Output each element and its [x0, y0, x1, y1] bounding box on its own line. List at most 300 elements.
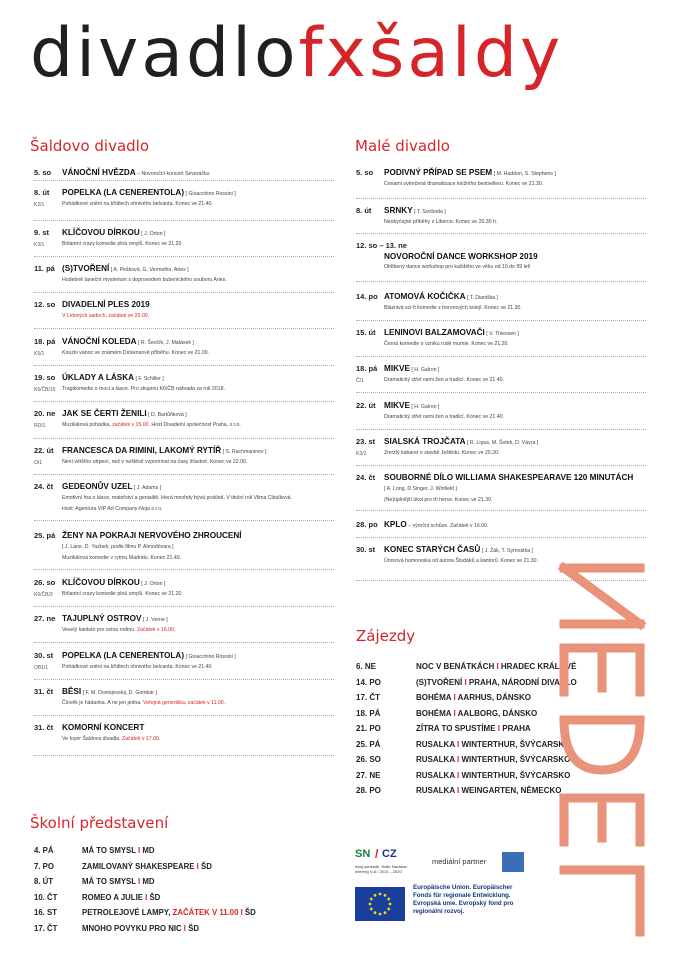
event-date: 30. st	[356, 545, 376, 554]
trip-place: WINTERTHUR, ŠVÝCARSKO	[461, 739, 571, 749]
trip-place: AALBORG, DÁNSKO	[457, 708, 538, 718]
event-description	[384, 305, 522, 311]
event-title-text: SOUBORNÉ DÍLO WILLIAMA SHAKESPEARAVE 120 MINUTÁCH	[384, 473, 634, 482]
event-description-text: Člověk je hádanka. A ne jen jedna.	[62, 700, 144, 706]
event-description	[384, 558, 538, 564]
event-description	[62, 664, 213, 670]
school-start: ZAČÁTEK V 11.00	[170, 908, 239, 917]
media-partner-logo	[502, 852, 524, 872]
event-highlight: Veřejná generálka, začátek v 11.00.	[143, 700, 226, 706]
event-description-2: Host: Agentura VIP Art Company-Noja s.r.o.	[62, 506, 163, 512]
trip-separator: I	[462, 677, 469, 687]
event-description-text: Brilantní crazy komedie plná omylů. Konec ve 21.20	[62, 591, 182, 597]
event-description	[384, 264, 531, 270]
trip-place: WINTERTHUR, ŠVÝCARSKO	[461, 770, 571, 780]
school-venue: ŠD	[244, 908, 256, 917]
school-show: PETROLEJOVÉ LAMPY,	[82, 908, 171, 917]
separator	[34, 569, 334, 570]
event-title	[384, 252, 538, 261]
event-title	[384, 168, 556, 177]
event-code: O/1	[34, 460, 43, 466]
event-title-text: VÁNOČNÍ HVĚZDA	[62, 168, 136, 177]
event-description	[62, 627, 175, 633]
event-description	[62, 277, 227, 283]
sncz-logo	[355, 848, 415, 882]
school-date: 4. PÁ	[34, 846, 54, 855]
separator	[356, 392, 646, 393]
event-title	[384, 401, 439, 410]
event-description-text: Únorová humoreska od autora Študáků a kantorů. Konec ve 21.30.	[384, 558, 538, 564]
trip-date: 25. PÁ	[356, 739, 381, 749]
event-description	[384, 181, 543, 187]
event-title	[384, 473, 633, 482]
event-description-text: Ve foyer Šaldova divadla.	[62, 736, 122, 742]
event-title	[62, 188, 236, 197]
right-section-title: Malé divadlo	[355, 137, 450, 155]
trip-title	[416, 693, 531, 702]
event-date: 30. st	[34, 651, 54, 660]
letter-e2	[564, 798, 640, 842]
trip-place: HRADEC KRÁLOVÉ	[500, 662, 577, 671]
event-title	[62, 482, 161, 491]
event-description-text: Emotivní hra o lásce, mateřství a genialitě, která mnohdy bývá prokletí. V titulní roli Vilma Cibulková.	[62, 495, 292, 501]
school-separator: I	[181, 923, 189, 933]
trip-show: RUSALKA	[416, 786, 455, 795]
event-title	[62, 446, 266, 455]
event-title-text: NOVOROČNÍ DANCE WORKSHOP 2019	[384, 252, 538, 261]
school-date: 8. ÚT	[34, 877, 54, 886]
trip-title	[416, 678, 577, 687]
event-date: 20. ne	[34, 409, 56, 418]
trip-title	[416, 755, 570, 764]
event-date: 22. út	[356, 401, 376, 410]
letter-l	[564, 870, 640, 932]
event-author: [ A. Pešková, G. Vermelho, Aries ]	[109, 267, 189, 273]
event-author: [ J. Orton ]	[139, 231, 166, 237]
event-title	[384, 520, 488, 529]
event-author: [ T. Dianiška ]	[465, 295, 499, 301]
event-date: 9. st	[34, 228, 50, 237]
event-description	[62, 459, 247, 465]
event-description	[384, 450, 499, 456]
trip-title	[416, 662, 576, 671]
separator	[34, 606, 334, 607]
event-title-text: KLÍČOVOU DÍRKOU	[62, 578, 140, 587]
skolni-title: Školní představení	[30, 814, 169, 832]
trip-separator: I	[495, 724, 503, 733]
school-show: MÁ TO SMYSL	[82, 877, 136, 886]
event-description-text: Černá komedie o vzniku rudé mumie. Konec ve 21.20.	[384, 341, 509, 347]
event-author: – výroční schůze.	[406, 523, 450, 529]
event-author: [ V. Thiessen ]	[484, 331, 519, 337]
trip-date: 21. PO	[356, 724, 381, 733]
event-description-text: Pohádkové snění na křídlech ohnivého belcanta. Konec ve 21.40.	[62, 664, 213, 670]
separator	[34, 679, 334, 680]
event-title	[384, 328, 519, 337]
event-title-text: MIKVE	[384, 401, 410, 410]
event-author: [ Gioacchino Rossini ]	[184, 654, 236, 660]
trip-title	[416, 740, 570, 749]
event-description-text: Zmrzlý kabaret o stavbě Ještědu. Konec ve 20.30.	[384, 450, 500, 456]
event-description	[62, 700, 225, 706]
school-title	[82, 924, 199, 933]
trip-date: 18. PÁ	[356, 708, 381, 718]
event-date: 11. pá	[34, 264, 55, 273]
school-venue: ŠD	[188, 923, 199, 933]
event-title	[384, 206, 446, 215]
sncz-slash: /	[375, 847, 379, 861]
separator	[356, 537, 646, 538]
school-venue: MD	[142, 846, 155, 855]
event-description	[62, 422, 241, 428]
event-title	[62, 300, 150, 309]
school-separator: I	[238, 908, 245, 917]
event-author: [ F. Schiller ]	[134, 376, 164, 382]
separator	[34, 438, 334, 439]
event-author: [ J. Žák, T. Syrovátka ]	[480, 548, 533, 554]
school-date: 7. PO	[34, 861, 54, 871]
letter-n	[564, 568, 640, 624]
school-show: ZAMILOVANÝ SHAKESPEARE	[82, 861, 195, 871]
event-title-text: BĚSI	[62, 687, 82, 696]
school-separator: I	[142, 892, 150, 902]
media-partner-label: mediální partner	[432, 857, 487, 866]
school-title	[82, 877, 155, 886]
event-title	[384, 364, 439, 373]
trip-date: 27. NE	[356, 770, 381, 780]
separator	[356, 320, 646, 321]
event-description	[62, 313, 149, 319]
event-description	[62, 350, 209, 356]
eu-text-4: regionální rozvoj.	[413, 908, 465, 915]
event-author: [ J. Verne ]	[141, 617, 168, 623]
event-date: 5. so	[356, 168, 374, 177]
event-description-text: Dramatický střet osmi žen a tradicí. Konec ve 21.40.	[384, 377, 504, 383]
month-text: LEDEN	[556, 560, 560, 561]
event-title-text: KLÍČOVOU DÍRKOU	[62, 228, 140, 237]
event-date: 12. so – 13. ne	[356, 241, 407, 250]
eu-flag	[355, 887, 405, 921]
trip-show: BOHÉMA	[416, 693, 452, 702]
event-date: 31. čt	[34, 723, 54, 732]
eu-stars-icon	[355, 887, 405, 921]
trip-show: ZÍTRA TO SPUSTÍME	[416, 724, 496, 733]
event-date: 18. pá	[356, 364, 378, 373]
event-description	[62, 736, 160, 742]
event-description	[384, 219, 497, 225]
trip-show: BOHÉMA	[416, 708, 452, 718]
trip-place: PRAHA, NÁRODNÍ DIVADLO	[468, 677, 577, 687]
event-title	[62, 651, 236, 660]
zajezdy-title: Zájezdy	[356, 627, 416, 645]
separator	[34, 256, 334, 257]
sncz-caption-2: Interreg V-A / 2014 – 2020	[355, 869, 402, 874]
eu-text-1: Europäische Union. Europäischer	[413, 884, 513, 891]
eu-text-2: Fonds für regionale Entwicklung.	[413, 892, 511, 899]
trip-date: 17. ČT	[356, 693, 381, 702]
school-venue: ŠD	[149, 892, 161, 902]
event-code: K2/1	[34, 202, 45, 208]
school-title	[82, 908, 256, 917]
event-date: 8. út	[34, 188, 50, 197]
event-title	[62, 337, 194, 346]
event-code: OB1/1	[34, 665, 49, 671]
event-author-note: Začátek v 16.00.	[450, 523, 489, 529]
event-title	[62, 687, 157, 696]
event-date: 5. so	[34, 168, 52, 177]
event-author: [ Gioacchino Rossini ]	[184, 191, 236, 197]
event-title-text: POPELKA (LA CENERENTOLA)	[62, 188, 185, 197]
event-description-text: Hudebně taneční mysterium s doprovodem bubenického souboru Aries.	[62, 277, 227, 283]
event-author: [ H. Galron ]	[409, 367, 440, 373]
left-section-title: Šaldovo divadlo	[30, 137, 150, 155]
event-description	[62, 544, 174, 550]
event-author: [ J. Orton ]	[139, 581, 166, 587]
event-title-text: KPLO	[384, 520, 407, 529]
event-code: K6/ČB/10	[34, 387, 56, 393]
event-title-text: VÁNOČNÍ KOLEDA	[62, 337, 137, 346]
event-description	[384, 486, 457, 492]
school-date: 17. ČT	[34, 923, 58, 933]
trip-place: AARHUS, DÁNSKO	[457, 693, 531, 702]
trip-show: (S)TVOŘENÍ	[416, 677, 463, 687]
trip-date: 6. NE	[356, 662, 377, 671]
event-description	[62, 591, 181, 597]
trip-show: RUSALKA	[416, 739, 455, 749]
event-title	[62, 723, 144, 732]
event-date: 14. po	[356, 292, 378, 301]
eu-fund-text	[413, 884, 563, 916]
school-venue: MD	[142, 877, 155, 886]
trip-title	[416, 786, 561, 795]
event-code: K3/2	[356, 451, 367, 457]
cz-text: CZ	[382, 848, 397, 860]
event-author: [ J. Adams ]	[132, 485, 162, 491]
trip-separator: I	[454, 755, 462, 764]
event-title-text: JAK SE ČERTI ŽENILI	[62, 409, 147, 418]
event-title-text: GEDEONŮV UZEL	[62, 482, 133, 491]
separator	[34, 292, 334, 293]
event-title-text: FRANCESCA DA RIMINI, LAKOMÝ RYTÍŘ	[62, 446, 222, 455]
separator	[34, 220, 334, 221]
event-title-text: SRNKY	[384, 206, 413, 215]
event-date: 25. pá	[34, 531, 56, 540]
school-separator: I	[135, 846, 143, 855]
trip-separator: I	[451, 708, 458, 718]
event-description	[384, 377, 504, 383]
event-title-text: KOMORNÍ KONCERT	[62, 723, 145, 732]
event-description-tail: Host Divadelní společnost Praha, s.r.o.	[149, 422, 241, 428]
letter-e1	[564, 648, 640, 692]
separator	[34, 328, 334, 329]
trip-separator: I	[454, 770, 462, 780]
event-description-text: [ A. Long, D Singer, J. Winfield ]	[384, 486, 457, 492]
event-author: [ M. Haddon, S. Stephens ]	[492, 171, 556, 177]
separator	[356, 465, 646, 466]
event-title-text: ÚKLADY A LÁSKA	[62, 373, 135, 382]
trip-date: 28. PO	[356, 786, 381, 795]
logo-fx: fx	[298, 14, 369, 93]
trip-date: 14. PO	[356, 677, 381, 687]
trip-separator: I	[454, 786, 462, 795]
event-title	[62, 228, 165, 237]
event-code: Č/1	[356, 378, 364, 384]
trip-separator: I	[494, 662, 501, 671]
event-author: [ T. Svoboda ]	[412, 209, 446, 215]
sncz-caption-1: Ahoj sousede. Hallo Nachbar.	[355, 864, 408, 869]
event-date: 28. po	[356, 520, 378, 529]
event-highlight: V Lidových sadech, začátek ve 20.00.	[62, 313, 150, 319]
event-description-2: Muzikálová komedie v rytmu Madridu. Konec 21.40.	[62, 555, 182, 561]
event-title	[62, 168, 210, 177]
event-title	[62, 373, 164, 382]
trip-place: PRAHA	[502, 724, 531, 733]
event-description-text: Veselý kankán pro celou rodinu.	[62, 627, 137, 633]
event-description-text: Bláznivá sci-fi komedie z hororových kolejí. Konec ve 21.30.	[384, 305, 522, 311]
separator	[34, 474, 334, 475]
separator	[356, 281, 646, 282]
event-description-text: Tragikomedie o moci a lásce. Pro skupinu K6/ČB náhrada za rok 2018.	[62, 386, 226, 392]
event-title	[62, 578, 165, 587]
separator	[356, 510, 646, 511]
event-date: 31. čt	[34, 687, 54, 696]
separator	[356, 198, 646, 199]
separator	[34, 180, 334, 181]
trip-show: RUSALKA	[416, 770, 455, 780]
event-date: 22. út	[34, 446, 54, 455]
event-author: [ S. Rachmaninov ]	[221, 449, 267, 455]
logo-divadlo: divadlo	[30, 14, 299, 93]
event-title	[62, 409, 187, 418]
trip-title	[416, 709, 537, 718]
school-separator: I	[194, 861, 201, 871]
event-date: 12. so	[34, 300, 56, 309]
separator	[356, 233, 646, 234]
event-date: 19. so	[34, 373, 56, 382]
event-title-text: DIVADELNÍ PLES 2019	[62, 300, 150, 309]
event-author: [ D. Bartůňková ]	[146, 412, 187, 418]
trip-separator: I	[454, 739, 462, 749]
event-date: 23. st	[356, 437, 376, 446]
event-description-text: Pohádkové snění na křídlech ohnivého belcanta. Konec ve 21.40.	[62, 201, 213, 207]
event-title-text: ŽENY NA POKRAJI NERVOVÉHO ZHROUCENÍ	[62, 531, 242, 540]
event-description-text: Cenami ověnčená dramatizace knižního bestselleru. Konec ve 21.30.	[384, 181, 544, 187]
school-date: 10. ČT	[34, 892, 58, 902]
event-description-text: Brilantní crazy komedie plná omylů. Konec ve 21.20	[62, 241, 182, 247]
event-author: – Novoroční koncert Severáčku	[135, 171, 210, 177]
separator	[34, 642, 334, 643]
event-code: RD/1	[34, 423, 46, 429]
logo-saldy: šaldy	[368, 14, 564, 93]
event-code: K5/1	[34, 351, 45, 357]
event-date: 15. út	[356, 328, 376, 337]
event-author: [ H. Galron ]	[409, 404, 440, 410]
event-author: [ R. Lipus, M. Šotek, D. Vávra ]	[465, 440, 539, 446]
school-show: ROMEO A JULIE	[82, 892, 143, 902]
event-code: K6/ČB/3	[34, 592, 53, 598]
separator	[34, 715, 334, 716]
school-separator: I	[135, 877, 143, 886]
event-description	[62, 386, 225, 392]
event-title	[384, 437, 538, 446]
event-description-2: (Ne)úplnější úkol pro tři herce. Konec ve 21.30.	[384, 497, 493, 503]
separator	[356, 356, 646, 357]
event-date: 26. so	[34, 578, 56, 587]
event-title-text: ATOMOVÁ KOČIČKA	[384, 292, 466, 301]
event-description-text: Dramatický střet osmi žen a tradicí. Konec ve 21.40.	[384, 414, 504, 420]
school-title	[82, 846, 155, 855]
trip-show: NOC V BENÁTKÁCH	[416, 662, 495, 671]
month-leden	[556, 560, 648, 942]
event-author: [ F. M. Dostojevskij, D. Gombár ]	[81, 690, 157, 696]
event-description	[62, 495, 292, 501]
event-highlight: Začátek v 16.00.	[136, 627, 176, 633]
event-highlight: Začátek v 17.00.	[121, 736, 161, 742]
trip-separator: I	[451, 693, 458, 702]
event-title-text: SIALSKÁ TROJČATA	[384, 437, 466, 446]
event-title-text: POPELKA (LA CENERENTOLA)	[62, 651, 185, 660]
trip-place: WINTERTHUR, ŠVÝCARSKO	[461, 755, 571, 764]
event-date: 8. út	[356, 206, 372, 215]
separator	[34, 755, 334, 756]
event-description	[62, 201, 213, 207]
event-description-text: Oblíbený dance workshop pro každého ve věku od 10 do 99 let!	[384, 264, 531, 270]
event-description-text: Kouzlo vánoc ve známém Dickensově příběhu. Konec ve 21.00.	[62, 350, 210, 356]
eu-text-3: Evropská unie. Evropský fond pro	[413, 900, 514, 907]
event-title	[384, 292, 498, 301]
event-title	[62, 614, 168, 623]
event-title-text: PODIVNÝ PŘÍPAD SE PSEM	[384, 168, 493, 177]
school-venue: ŠD	[201, 861, 212, 871]
trip-date: 26. SO	[356, 755, 381, 764]
separator	[356, 429, 646, 430]
event-code: K3/1	[34, 242, 45, 248]
event-title	[384, 545, 533, 554]
trip-title	[416, 724, 531, 733]
event-highlight: začátek v 15.00.	[112, 422, 150, 428]
letter-d	[564, 720, 640, 770]
separator	[34, 401, 334, 402]
event-title-text: KONEC STARÝCH ČASŮ	[384, 545, 481, 554]
event-date: 24. čt	[34, 482, 54, 491]
event-description	[384, 414, 504, 420]
event-title-text: (S)TVOŘENÍ	[62, 264, 110, 273]
event-description	[384, 341, 509, 347]
school-date: 16. ST	[34, 908, 57, 917]
event-description-text: [ J. Lane, D. Yazbek, podle filmu P. Almodóvara ]	[62, 544, 174, 550]
school-show: MNOHO POVYKU PRO NIC	[82, 923, 182, 933]
school-show: MÁ TO SMYSL	[82, 846, 136, 855]
theatre-logo	[30, 14, 564, 93]
event-title-text: LENINOVI BALZAMOVAČI	[384, 328, 485, 337]
event-description-text: Není většího utrpení, než v neštěstí vzpomínat na časy šťastné. Konec ve 22.00.	[62, 459, 248, 465]
school-title	[82, 862, 212, 871]
separator	[34, 365, 334, 366]
event-title	[62, 531, 242, 540]
school-title	[82, 893, 160, 902]
event-date: 27. ne	[34, 614, 56, 623]
event-date: 24. čt	[356, 473, 376, 482]
event-description-text: Neobyčejné příběhy z Liberce. Konec ve 20.30 h.	[384, 219, 498, 225]
event-author: [ R. Ševčík, J. Matásek ]	[136, 340, 194, 346]
event-description-text: Muzikálová pohádka,	[62, 422, 113, 428]
trip-show: RUSALKA	[416, 755, 455, 764]
sn-text: SN	[355, 848, 371, 860]
event-description	[62, 241, 181, 247]
event-title-text: MIKVE	[384, 364, 410, 373]
trip-place: WEINGARTEN, NĚMECKO	[461, 786, 562, 795]
event-date: 18. pá	[34, 337, 56, 346]
